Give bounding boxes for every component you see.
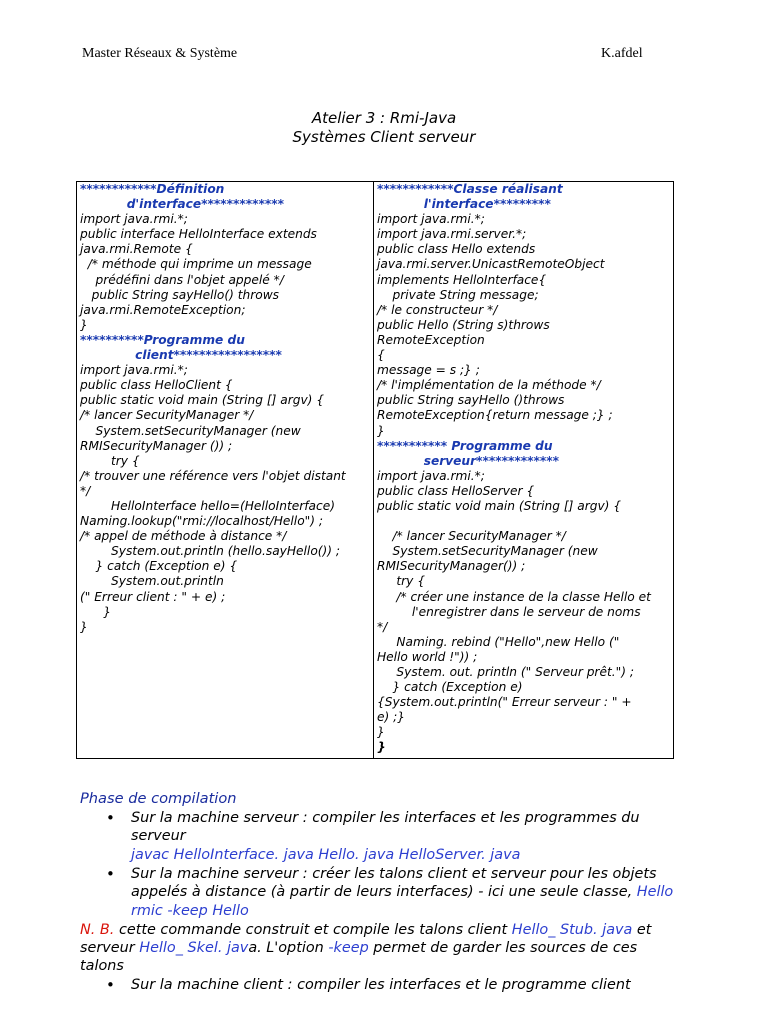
nb-text: et: [632, 922, 652, 938]
code-line: l'enregistrer dans le serveur de noms: [377, 604, 641, 619]
code-line: client*****************: [80, 348, 282, 363]
code-line: public String sayHello() throws: [80, 287, 280, 302]
rmic-command: rmic -keep Hello: [131, 903, 249, 919]
code-line: }: [377, 423, 385, 438]
code-line: (" Erreur client : " + e) ;: [80, 589, 226, 604]
bullet-2-line-2: appelés à distance (à partir de leurs interfaces) - ici une seule classe,: [131, 884, 637, 900]
code-line: Naming. rebind ("Hello",new Hello (": [377, 634, 620, 649]
class-name-hello: Hello: [636, 884, 674, 900]
bullet-1-line-1: Sur la machine serveur : compiler les interfaces et les programmes du: [131, 810, 640, 826]
nb-text: cette commande construit et compile les talons client: [114, 922, 512, 938]
nb-text: permet de garder les sources de ces: [368, 940, 638, 956]
code-line: public class HelloServer {: [377, 483, 535, 498]
code-table: [76, 181, 674, 759]
code-line: import java.rmi.*;: [377, 468, 485, 483]
code-line: /* l'implémentation de la méthode */: [377, 378, 601, 393]
code-line: Naming.lookup("rmi://localhost/Hello") ;: [80, 514, 323, 529]
code-line: implements HelloInterface{: [377, 272, 547, 287]
code-block-interface-client: [80, 182, 371, 635]
code-line: serveur*************: [377, 453, 559, 468]
code-line: HelloInterface hello=(HelloInterface): [80, 498, 335, 513]
code-line: /* créer une instance de la classe Hello et: [377, 589, 651, 604]
code-line: [377, 514, 671, 529]
code-line: import java.rmi.*;: [80, 363, 188, 378]
code-line: RemoteException{return message ;} ;: [377, 408, 613, 423]
code-line: */: [377, 619, 388, 634]
code-line: java.rmi.Remote {: [80, 242, 193, 257]
code-line: public Hello (String s)throws: [377, 317, 550, 332]
code-line: e) ;}: [377, 710, 405, 725]
code-line: **********Programme du: [80, 332, 245, 347]
code-block-class-server: [377, 182, 671, 756]
code-line: }: [377, 725, 385, 740]
keep-option: -keep: [328, 940, 369, 956]
bullet-item-1: [131, 809, 721, 845]
code-line: RMISecurityManager()) ;: [377, 559, 526, 574]
code-cell-left: [77, 182, 374, 759]
code-line: System.setSecurityManager (new: [80, 423, 301, 438]
code-line: ************Classe réalisant: [377, 182, 563, 196]
code-line: *********** Programme du: [377, 438, 553, 453]
code-line: ************Définition: [80, 182, 225, 196]
nb-text: a. L'option: [248, 940, 329, 956]
code-cell-right: [374, 182, 674, 759]
code-line: System.out.println (hello.sayHello()) ;: [80, 544, 341, 559]
code-line: public static void main (String [] argv) {: [80, 393, 325, 408]
bullet-icon: •: [106, 809, 115, 827]
code-line: public interface HelloInterface extends: [80, 227, 317, 242]
code-line: d'interface*************: [80, 197, 284, 212]
code-line: {System.out.println(" Erreur serveur : " +: [377, 695, 632, 710]
code-line: } catch (Exception e) {: [80, 559, 238, 574]
code-line: java.rmi.server.UnicastRemoteObject: [377, 257, 605, 272]
bullet-2-line-1: Sur la machine serveur : créer les talons client et serveur pour les objets: [131, 866, 657, 882]
code-line: System.setSecurityManager (new: [377, 544, 598, 559]
code-line: import java.rmi.*;: [377, 212, 485, 227]
code-line: }: [80, 619, 88, 634]
code-line: }: [80, 604, 112, 619]
bullet-item-2: [131, 865, 721, 901]
code-line: /* trouver une référence vers l'objet distant: [80, 468, 346, 483]
code-line: message = s ;} ;: [377, 363, 480, 378]
skel-file: Hello_ Skel. jav: [139, 940, 249, 956]
bullet-item-3: Sur la machine client : compiler les interfaces et le programme client: [131, 977, 631, 993]
code-line: public static void main (String [] argv) {: [377, 498, 622, 513]
bullet-icon: •: [106, 865, 115, 883]
doc-title: Atelier 3 : Rmi-Java: [311, 109, 457, 127]
nb-note: [80, 921, 720, 975]
nb-text: talons: [80, 958, 124, 974]
code-line: public String sayHello ()throws: [377, 393, 565, 408]
compilation-heading: Phase de compilation: [80, 790, 237, 807]
code-line: try {: [80, 453, 140, 468]
code-line: l'interface*********: [377, 197, 551, 212]
nb-text: serveur: [80, 940, 140, 956]
header-author: K.afdel: [601, 46, 643, 61]
code-line: import java.rmi.*;: [80, 212, 188, 227]
code-line: System.out.println: [80, 574, 224, 589]
code-line: }: [377, 740, 386, 755]
code-line: public class HelloClient {: [80, 378, 233, 393]
code-line: /* lancer SecurityManager */: [377, 529, 566, 544]
bullet-icon: •: [106, 976, 115, 994]
code-line: /* méthode qui imprime un message: [80, 257, 312, 272]
code-line: } catch (Exception e): [377, 680, 523, 695]
code-line: import java.rmi.server.*;: [377, 227, 527, 242]
code-line: RMISecurityManager ()) ;: [80, 438, 233, 453]
code-line: prédéfini dans l'objet appelé */: [80, 272, 284, 287]
code-line: try {: [377, 574, 426, 589]
code-line: System. out. println (" Serveur prêt.") ;: [377, 665, 634, 679]
code-line: Hello world !")) ;: [377, 649, 478, 664]
javac-command: javac HelloInterface. java Hello. java HelloServer. java: [131, 847, 521, 863]
stub-file: Hello_ Stub. java: [511, 922, 633, 938]
bullet-1-line-2: serveur: [131, 828, 186, 844]
code-line: private String message;: [377, 287, 539, 302]
code-line: /* le constructeur */: [377, 302, 498, 317]
code-line: /* appel de méthode à distance */: [80, 529, 287, 544]
header-course: Master Réseaux & Système: [82, 46, 238, 61]
code-line: /* lancer SecurityManager */: [80, 408, 254, 423]
code-line: RemoteException: [377, 332, 485, 347]
doc-subtitle: Systèmes Client serveur: [292, 128, 476, 146]
nb-label: N. B.: [80, 922, 115, 938]
code-line: }: [80, 317, 88, 332]
code-line: {: [377, 348, 385, 363]
code-line: */: [80, 483, 91, 498]
code-line: java.rmi.RemoteException;: [80, 302, 246, 317]
code-line: public class Hello extends: [377, 242, 536, 257]
